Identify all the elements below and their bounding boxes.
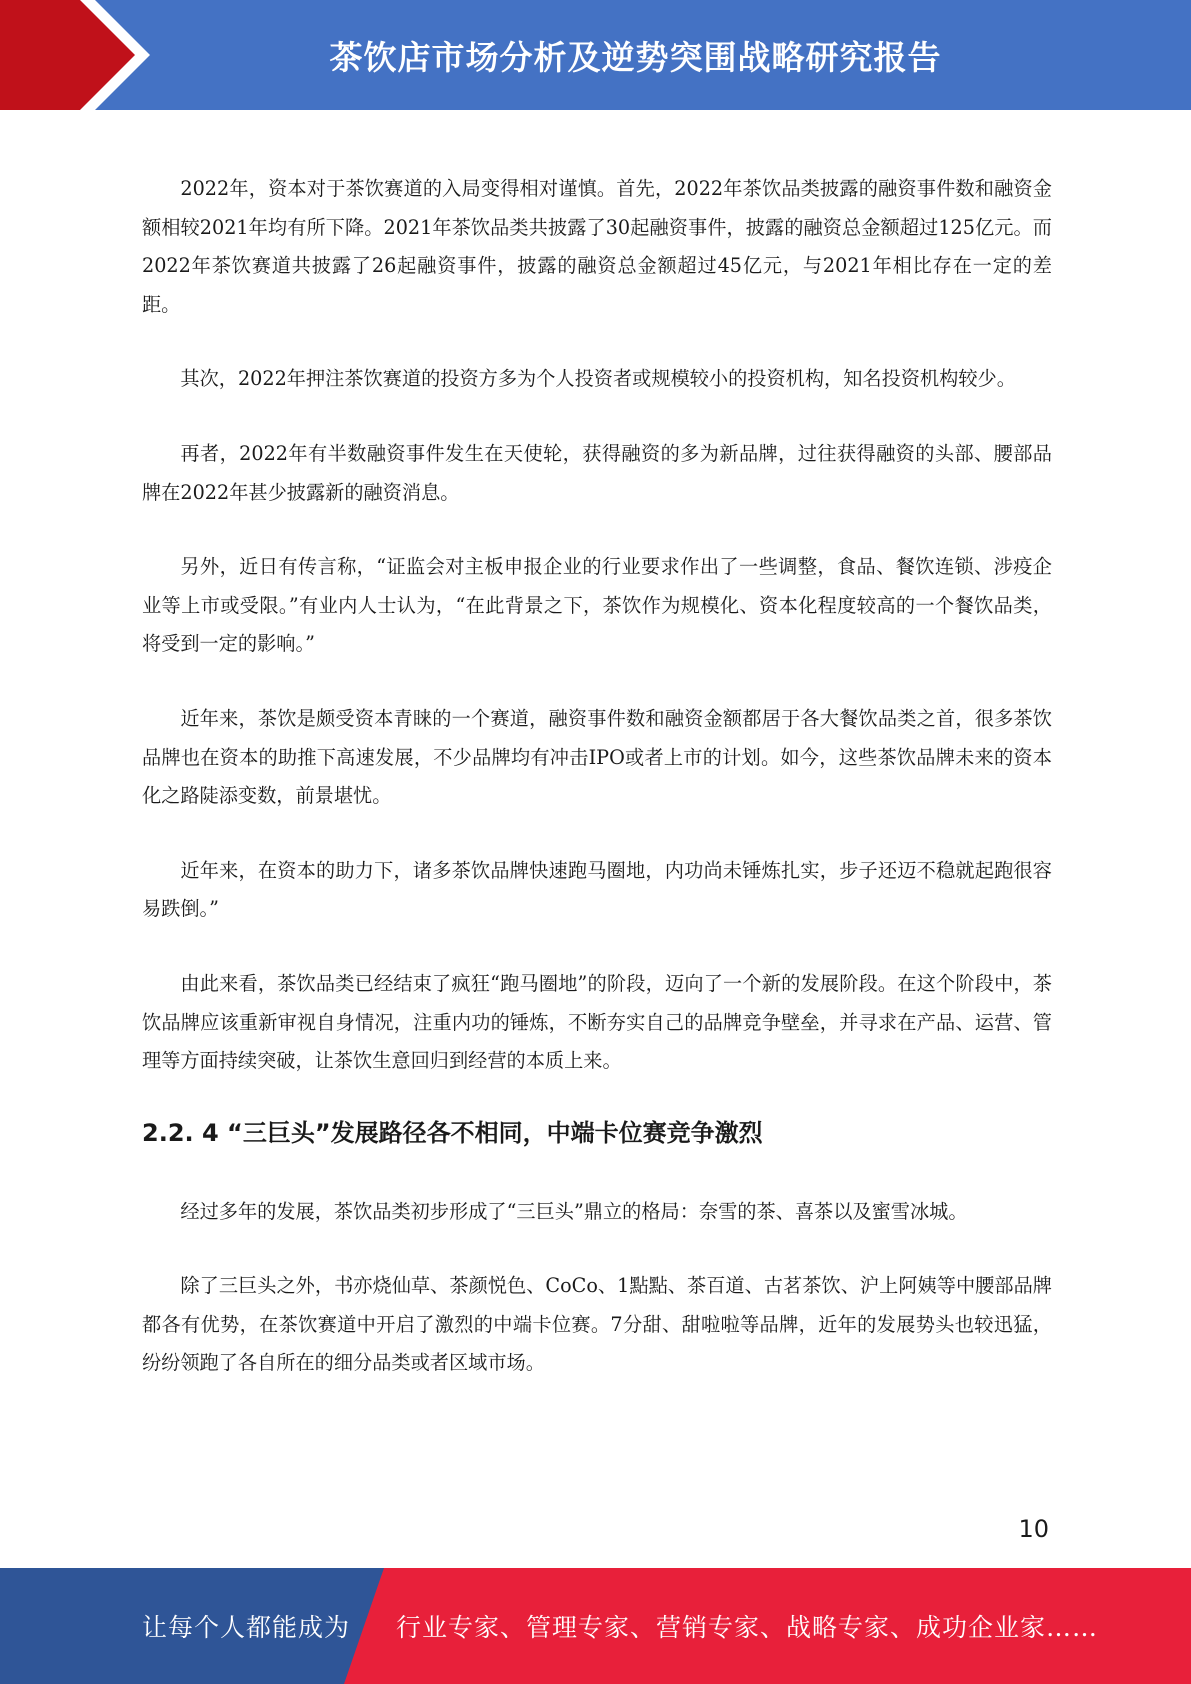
paragraph: 近年来，在资本的助力下，诸多茶饮品牌快速跑马圈地，内功尚未锤炼扎实，步子还迈不稳就起跑很容易跌倒。” bbox=[142, 858, 1052, 921]
section-heading: 2.2. 4 “三巨头”发展路径各不相同，中端卡位赛竞争激烈 bbox=[142, 1118, 763, 1147]
paragraph: 经过多年的发展，茶饮品类初步形成了“三巨头”鼎立的格局：奈雪的茶、喜茶以及蜜雪冰城。 bbox=[180, 1199, 968, 1223]
document-body bbox=[142, 170, 1052, 1419]
paragraph: 除了三巨头之外，书亦烧仙草、茶颜悦色、CoCo、1點點、茶百道、古茗茶饮、沪上阿姨等中腰部品牌都各有优势，在茶饮赛道中开启了激烈的中端卡位赛。7分甜、甜啦啦等品牌，近年的发展势头也较迅猛，纷纷领跑了各自所在的细分品类或者区域市场。 bbox=[142, 1274, 1052, 1375]
paragraph: 近年来，茶饮是颇受资本青睐的一个赛道，融资事件数和融资金额都居于各大餐饮品类之首，很多茶饮品牌也在资本的助推下高速发展，不少品牌均有冲击IPO或者上市的计划。如今，这些茶饮品牌未来的资本化之路陡添变数，前景堪忧。 bbox=[142, 706, 1052, 808]
paragraph: 再者，2022年有半数融资事件发生在天使轮，获得融资的多为新品牌，过往获得融资的头部、腰部品牌在2022年甚少披露新的融资消息。 bbox=[142, 441, 1052, 504]
paragraph: 其次，2022年押注茶饮赛道的投资方多为个人投资者或规模较小的投资机构，知名投资机构较少。 bbox=[180, 367, 1016, 391]
paragraph: 由此来看，茶饮品类已经结束了疯狂“跑马圈地”的阶段，迈向了一个新的发展阶段。在这个阶段中，茶饮品牌应该重新审视自身情况，注重内功的锤炼，不断夯实自己的品牌竞争壁垒，并寻求在产品、运营、管理等方面持续突破，让茶饮生意回归到经营的本质上来。 bbox=[142, 971, 1052, 1073]
footer-slogan-left: 让每个人都能成为 bbox=[142, 1613, 351, 1642]
page-number: 10 bbox=[1018, 1515, 1049, 1543]
page-footer bbox=[0, 1568, 1191, 1684]
page-header bbox=[0, 0, 1191, 110]
paragraph: 2022年，资本对于茶饮赛道的入局变得相对谨慎。首先，2022年茶饮品类披露的融资事件数和融资金额相较2021年均有所下降。2021年茶饮品类共披露了30起融资事件，披露的融资总金额超过125亿元。而2022年茶饮赛道共披露了26起融资事件，披露的融资总金额超过45亿元，与2021年相比存在一定的差距。 bbox=[142, 177, 1052, 316]
paragraph: 另外，近日有传言称，“证监会对主板申报企业的行业要求作出了一些调整，食品、餐饮连锁、涉疫企业等上市或受限。”有业内人士认为，“在此背景之下，茶饮作为规模化、资本化程度较高的一个餐饮品类，将受到一定的影响。” bbox=[142, 555, 1052, 656]
footer-slogan-right: 行业专家、管理专家、营销专家、战略专家、成功企业家…… bbox=[396, 1613, 1099, 1642]
report-title: 茶饮店市场分析及逆势突围战略研究报告 bbox=[329, 37, 942, 77]
